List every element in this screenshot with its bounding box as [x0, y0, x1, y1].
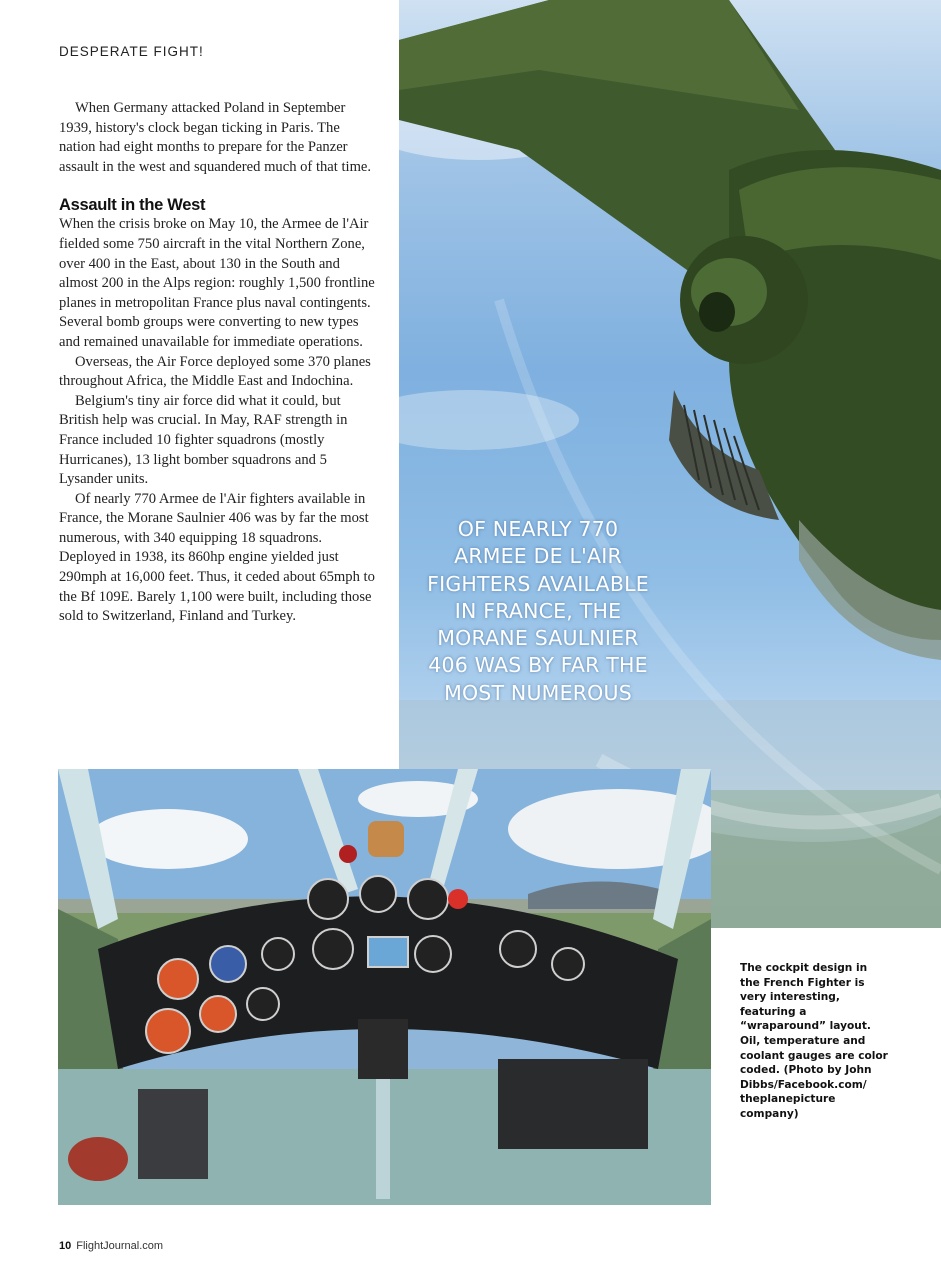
pull-quote: OF NEARLY 770 ARMEE DE L'AIR FIGHTERS AVAILABLE IN FRANCE, THE MORANE SAULNIER 406 WAS BY FAR THE MOST NUMEROUS [427, 517, 649, 705]
page-number: 10 [59, 1240, 72, 1252]
section-label: DESPERATE FIGHT! [59, 44, 204, 59]
body-paragraph: When the crisis broke on May 10, the Armee de l'Air fielded some 750 aircraft in the vital Northern Zone, over 400 in the East, about 130 in the South and almost 200 in the Alps region: roughly 1,500 frontline planes in metropolitan France plus naval contingents. Several bomb groups were converting to new types and remained unavailable for immediate operations. [59, 216, 375, 350]
site-name: FlightJournal.com [76, 1240, 164, 1252]
section-heading: Assault in the West [59, 196, 206, 215]
body-paragraph: Of nearly 770 Armee de l'Air fighters available in France, the Morane Saulnier 406 was by far the most numerous, with 340 equipping 18 squadrons. Deployed in 1938, its 860hp engine yielded just 290mph at 16,000 feet. Thus, it ceded about 65mph to the Bf 109E. Barely 1,100 were built, including those sold to Switzerland, Finland and Turkey. [59, 490, 375, 625]
cockpit-illustration [58, 769, 711, 1205]
page-footer [59, 1240, 163, 1252]
body-paragraph: Belgium's tiny air force did what it could, but British help was crucial. In May, RAF strength in France included 10 fighter squadrons (mostly Hurricanes), 13 light bomber squadrons and 5 Lysander units. [59, 392, 348, 488]
intro-paragraph: When Germany attacked Poland in September 1939, history's clock began ticking in Paris. The nation had eight months to prepare for the Panzer assault in the west and squandered much of that time. [59, 100, 372, 175]
body-paragraph: Overseas, the Air Force deployed some 370 planes throughout Africa, the Middle East and Indochina. [59, 353, 371, 390]
article-body [59, 99, 377, 627]
photo-caption: The cockpit design in the French Fighter is very interesting, featuring a “wraparound” layout. Oil, temperature and coolant gauges are color coded. (Photo by John Dibbs/Facebook.com/ theplanepicture company) [740, 962, 888, 1120]
cockpit-photo [58, 769, 711, 1205]
